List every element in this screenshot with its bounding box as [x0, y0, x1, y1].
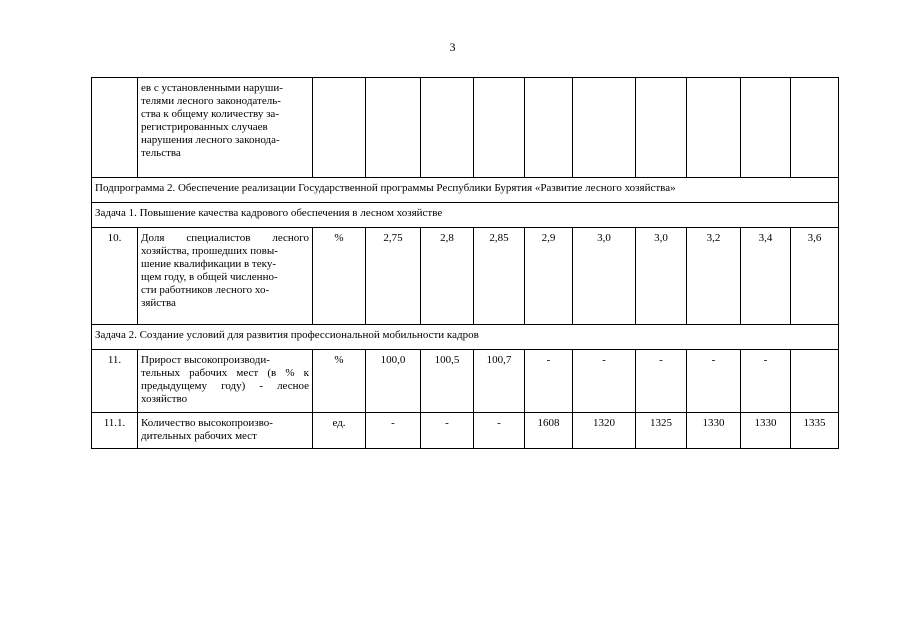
value-cell: - [474, 413, 525, 449]
task-heading: Задача 1. Повышение качества кадрового обеспечения в лесном хозяйстве [92, 203, 839, 228]
name-text: Количество высокопроизво- дительных рабочих мест [141, 417, 273, 442]
value-cell: 1330 [687, 413, 741, 449]
value-cell: 3,0 [573, 228, 636, 325]
indicators-table [91, 77, 839, 449]
unit-cell: % [313, 228, 366, 325]
value-cell: 1608 [525, 413, 573, 449]
value-cell: 2,8 [421, 228, 474, 325]
name-text: ев с установленными наруши- телями лесного законодатель- ства к общему количеству за- регистрированных случаев нарушения лесного законода- тельства [141, 82, 283, 159]
value-cell: 2,85 [474, 228, 525, 325]
value-cell [421, 78, 474, 178]
value-cell: - [573, 350, 636, 413]
section-row [92, 203, 839, 228]
unit-cell: ед. [313, 413, 366, 449]
section-row [92, 325, 839, 350]
row-number [92, 78, 138, 178]
value-cell [366, 78, 421, 178]
unit-cell [313, 78, 366, 178]
value-cell: 3,4 [741, 228, 791, 325]
row-number: 11.1. [92, 413, 138, 449]
value-cell [791, 350, 839, 413]
value-cell: 2,75 [366, 228, 421, 325]
value-cell [791, 78, 839, 178]
indicator-name [138, 413, 313, 449]
value-cell [525, 78, 573, 178]
value-cell: 1330 [741, 413, 791, 449]
value-cell: 1335 [791, 413, 839, 449]
value-cell: - [366, 413, 421, 449]
table-row [92, 413, 839, 449]
value-cell: 100,7 [474, 350, 525, 413]
value-cell: 100,0 [366, 350, 421, 413]
value-cell [636, 78, 687, 178]
value-cell: - [525, 350, 573, 413]
table-row [92, 78, 839, 178]
value-cell [741, 78, 791, 178]
value-cell: - [636, 350, 687, 413]
value-cell [573, 78, 636, 178]
indicator-name [138, 350, 313, 413]
table-row [92, 228, 839, 325]
table-row [92, 350, 839, 413]
indicator-name [138, 78, 313, 178]
value-cell [474, 78, 525, 178]
task-heading: Задача 2. Создание условий для развития профессиональной мобильности кадров [92, 325, 839, 350]
value-cell: 3,6 [791, 228, 839, 325]
name-text: Доля специалистов лесного хозяйства, прошедших повы- шение квалификации в теку- щем году, в общей численно- сти работников лесного хо- зяйства [141, 232, 309, 309]
value-cell: 3,2 [687, 228, 741, 325]
value-cell: 100,5 [421, 350, 474, 413]
row-number: 10. [92, 228, 138, 325]
value-cell: 1325 [636, 413, 687, 449]
unit-cell: % [313, 350, 366, 413]
value-cell [687, 78, 741, 178]
name-text: Прирост высокопроизводи- тельных рабочих мест (в % к предыдущему году) - лесное хозяйство [141, 354, 309, 405]
value-cell: 2,9 [525, 228, 573, 325]
value-cell: - [687, 350, 741, 413]
value-cell: 1320 [573, 413, 636, 449]
section-row [92, 178, 839, 203]
value-cell: - [421, 413, 474, 449]
value-cell: - [741, 350, 791, 413]
page-number: 3 [449, 40, 456, 54]
subprogram-heading: Подпрограмма 2. Обеспечение реализации Государственной программы Республики Бурятия «Развитие лесного хозяйства» [92, 178, 839, 203]
value-cell: 3,0 [636, 228, 687, 325]
row-number: 11. [92, 350, 138, 413]
indicator-name [138, 228, 313, 325]
